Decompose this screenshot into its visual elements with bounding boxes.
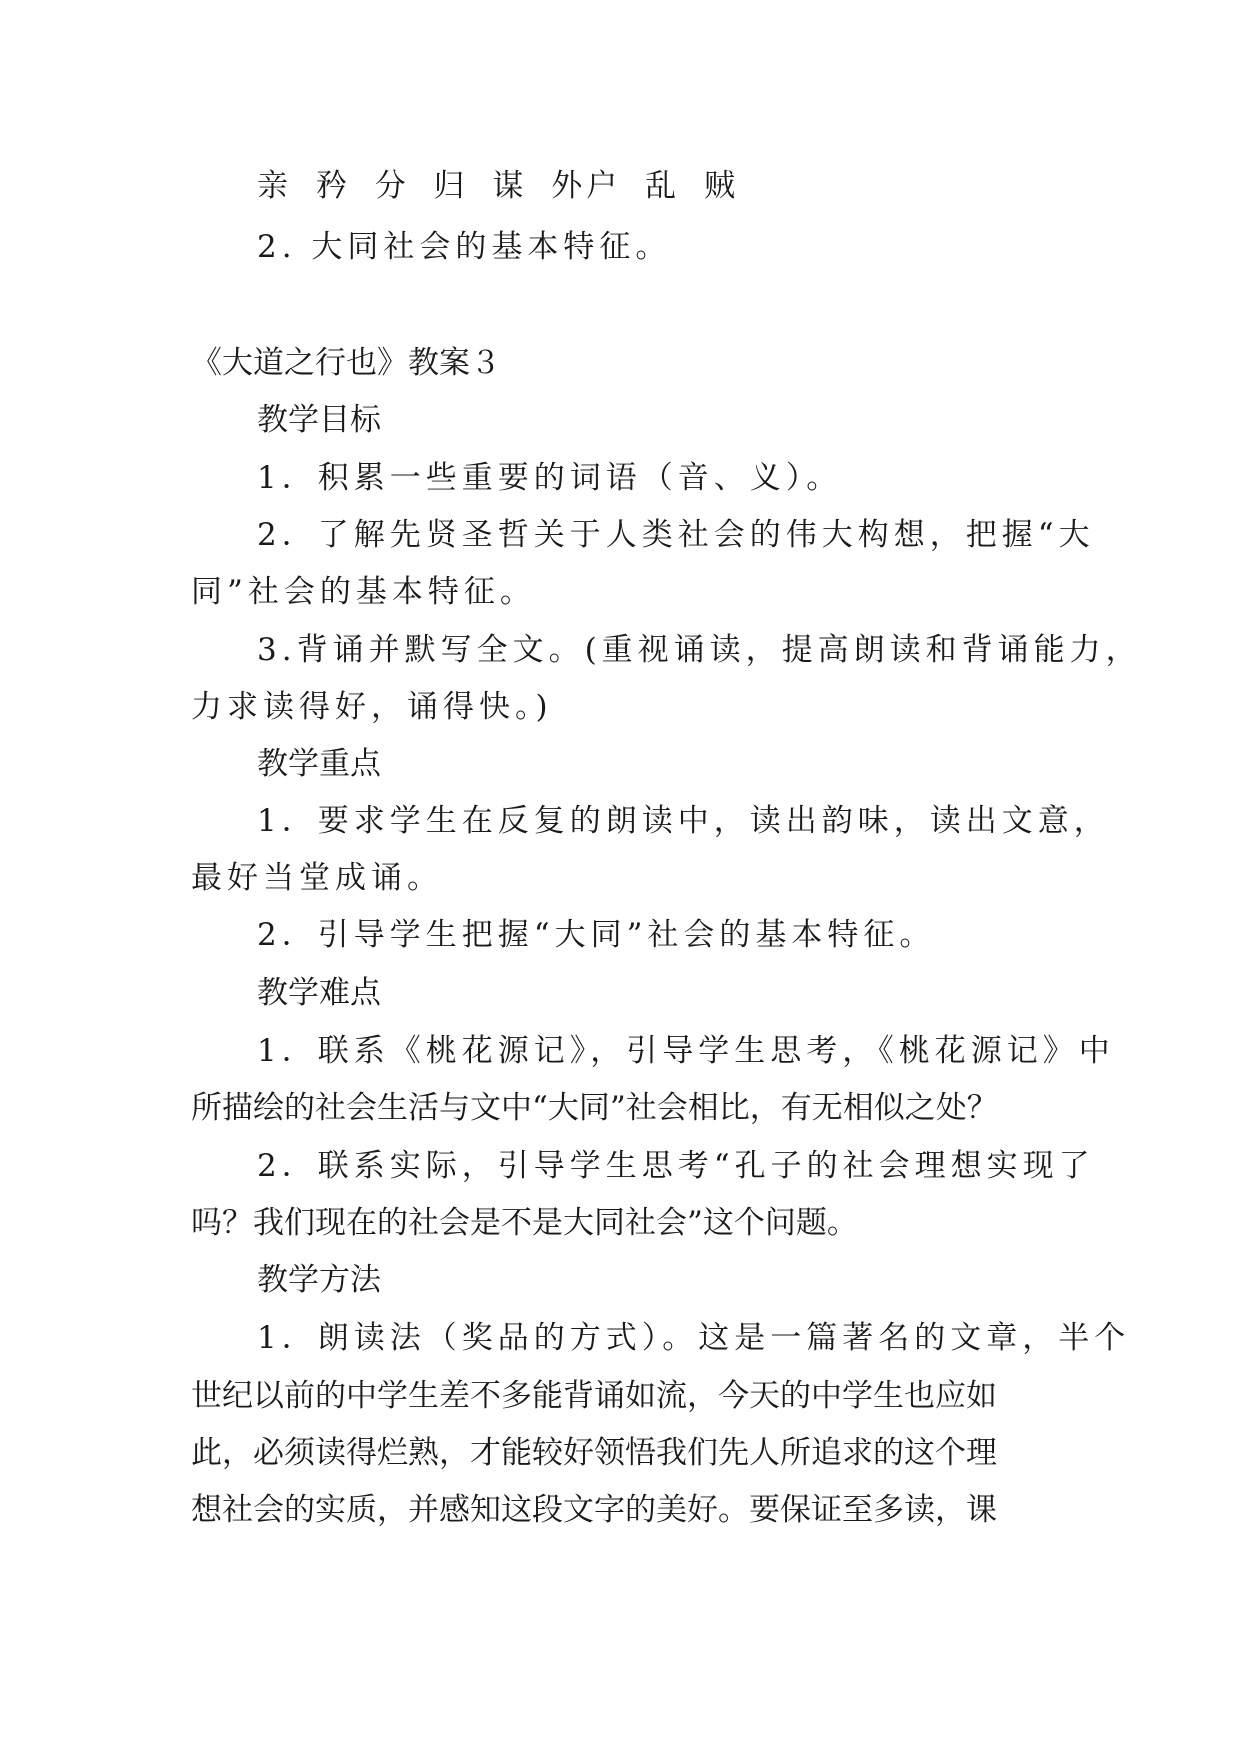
word-list-line: 亲 矜 分 归 谋 外户 乱 贼 <box>257 168 739 204</box>
numbered-item: 2. 大同社会的基本特征。 <box>257 229 672 265</box>
paragraph-line: 2．联系实际，引导学生思考“孔子的社会理想实现了 <box>257 1148 1095 1184</box>
paragraph-line: 1．要求学生在反复的朗读中，读出韵味，读出文意， <box>257 803 1110 839</box>
section-heading: 教学目标 <box>257 402 381 438</box>
section-heading: 教学难点 <box>257 975 381 1011</box>
paragraph-line: 同”社会的基本特征。 <box>191 574 536 610</box>
section-heading: 教学重点 <box>257 746 381 782</box>
paragraph-line: 世纪以前的中学生差不多能背诵如流，今天的中学生也应如 <box>191 1378 997 1414</box>
paragraph-line: 力求读得好，诵得快。) <box>191 689 553 725</box>
paragraph-line: 此，必须读得烂熟，才能较好领悟我们先人所追求的这个理 <box>191 1435 997 1471</box>
paragraph-line: 2．引导学生把握“大同”社会的基本特征。 <box>257 917 936 953</box>
paragraph-line: 吗？我们现在的社会是不是大同社会”这个问题。 <box>191 1205 858 1241</box>
paragraph-line: 1．联系《桃花源记》，引导学生思考，《桃花源记》中 <box>257 1033 1115 1069</box>
paragraph-line: 最好当堂成诵。 <box>191 860 443 896</box>
paragraph-line: 3.背诵并默写全文。(重视诵读，提高朗读和背诵能力， <box>257 632 1142 668</box>
paragraph-line: 1．积累一些重要的词语（音、义）。 <box>257 460 843 496</box>
section-title: 《大道之行也》教案３ <box>191 345 501 381</box>
section-heading: 教学方法 <box>257 1262 381 1298</box>
paragraph-line: 1．朗读法（奖品的方式）。这是一篇著名的文章，半个 <box>257 1320 1131 1356</box>
paragraph-line: 所描绘的社会生活与文中“大同”社会相比，有无相似之处？ <box>191 1090 998 1126</box>
paragraph-line: 想社会的实质，并感知这段文字的美好。要保证至多读，课 <box>191 1492 997 1528</box>
paragraph-line: 2．了解先贤圣哲关于人类社会的伟大构想，把握“大 <box>257 517 1095 553</box>
